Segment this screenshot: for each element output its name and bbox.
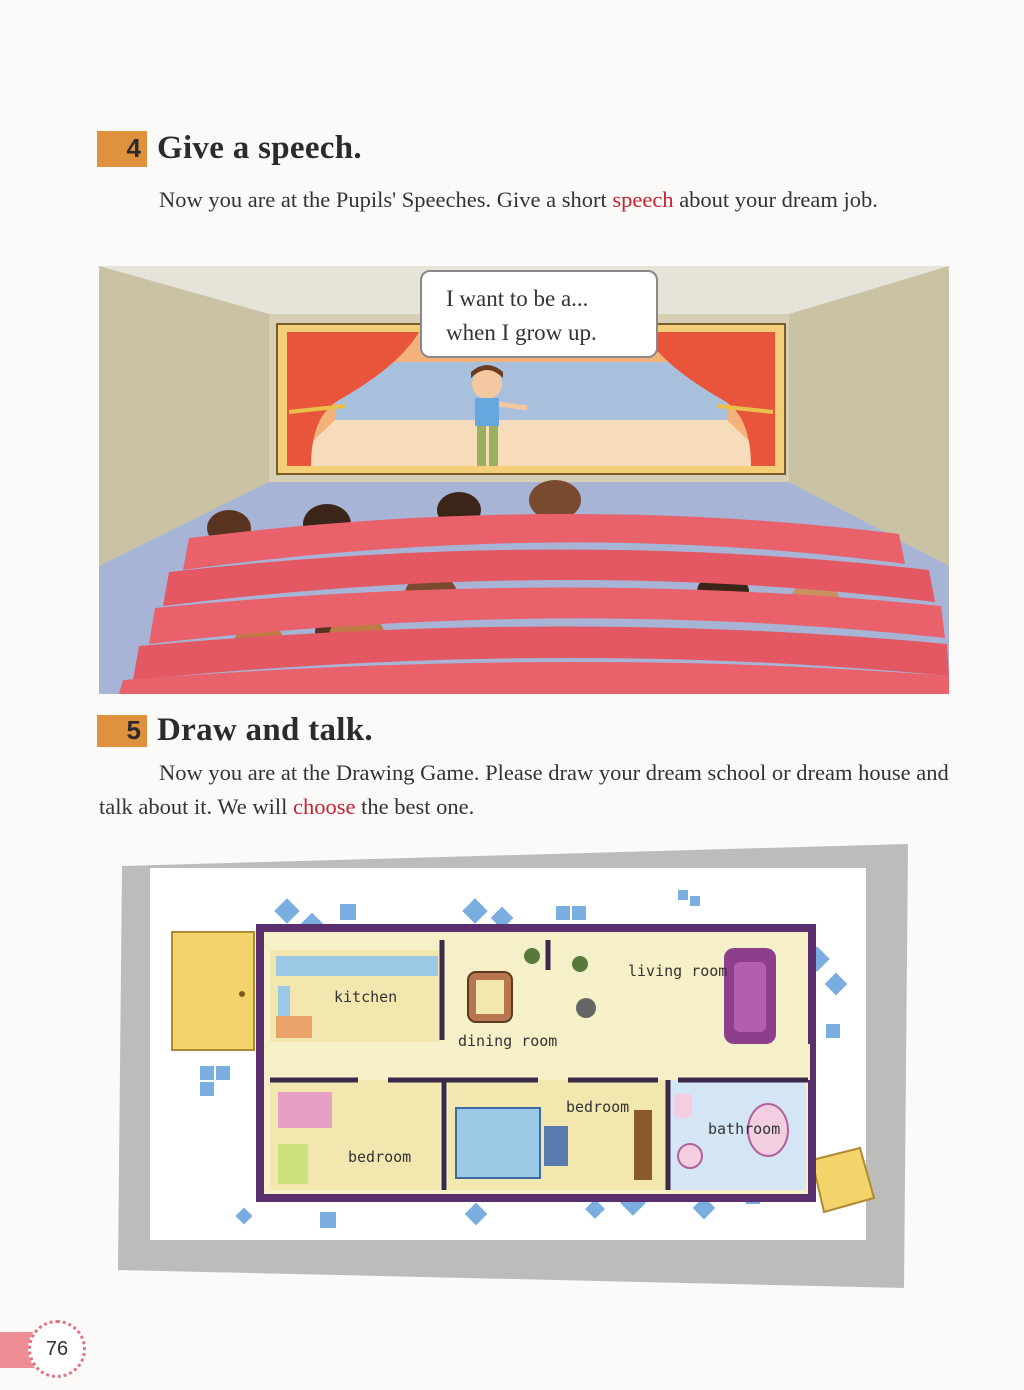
room-label-bedroom-left: bedroom bbox=[348, 1148, 412, 1166]
page-number: 76 bbox=[28, 1320, 86, 1378]
section-title: Give a speech. bbox=[157, 130, 362, 166]
section-5-heading bbox=[97, 712, 373, 749]
page-number-marker bbox=[0, 1320, 92, 1380]
highlighted-word: choose bbox=[293, 794, 356, 819]
room-label-kitchen: kitchen bbox=[334, 988, 398, 1006]
section-number-badge: 4 bbox=[97, 131, 147, 167]
section-number-badge: 5 bbox=[97, 715, 147, 747]
speech-line-1: I want to be a... bbox=[446, 286, 589, 311]
room-label-dining-room: dining room bbox=[458, 1032, 558, 1050]
highlighted-word: speech bbox=[612, 187, 674, 212]
section-title: Draw and talk. bbox=[157, 712, 373, 748]
room-label-bathroom: bathroom bbox=[708, 1120, 781, 1138]
floor-plan-illustration bbox=[118, 840, 910, 1290]
section-4-heading bbox=[97, 130, 362, 167]
section-5-instructions: Now you are at the Drawing Game. Please draw your dream school or dream house and talk about it. We will choose the best one. bbox=[99, 760, 949, 819]
section-4-instructions: Now you are at the Pupils' Speeches. Give a short speech about your dream job. bbox=[159, 187, 878, 212]
speech-line-2: when I grow up. bbox=[446, 320, 597, 345]
room-label-living-room: living room bbox=[628, 962, 728, 980]
speech-bubble bbox=[420, 270, 658, 358]
room-label-bedroom-middle: bedroom bbox=[566, 1098, 630, 1116]
